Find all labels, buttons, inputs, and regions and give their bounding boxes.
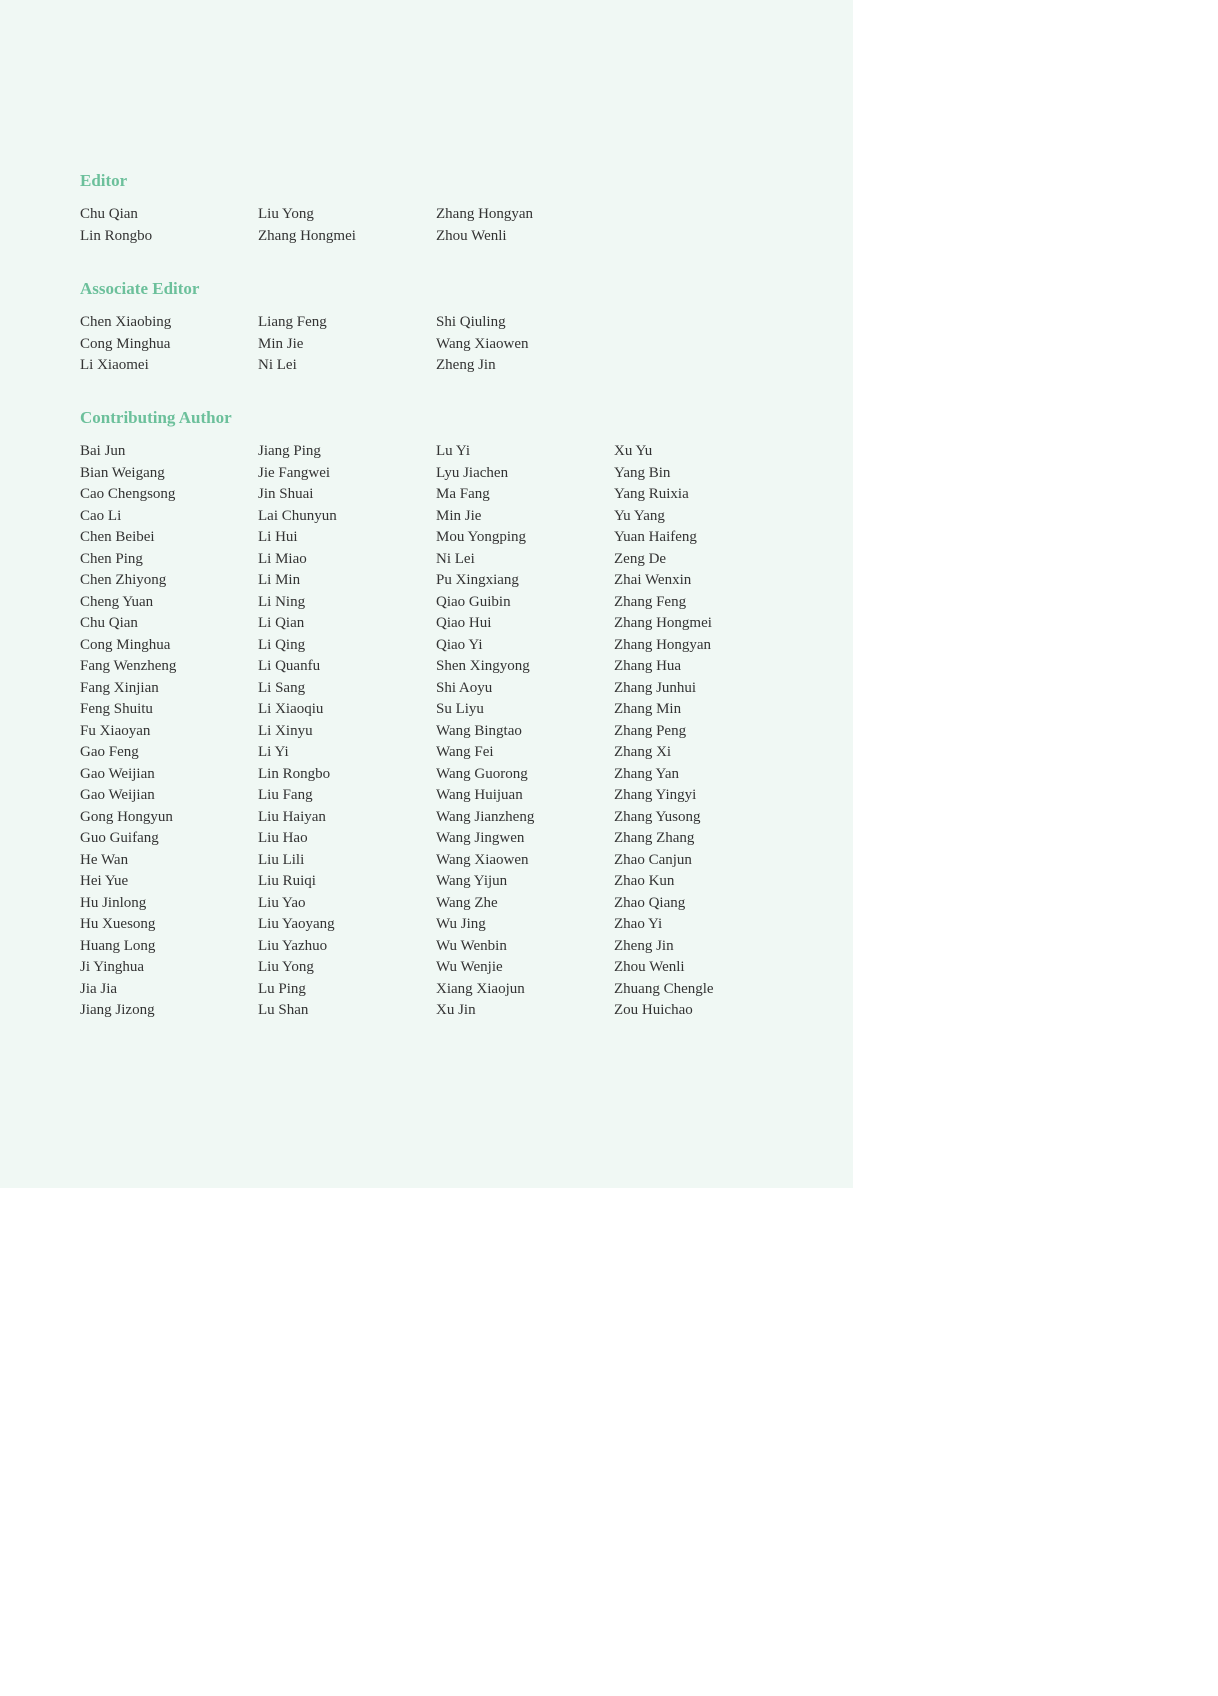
editor-section [80, 168, 792, 247]
person-name: Li Hui [258, 529, 298, 545]
person-name: Lu Ping [258, 980, 306, 997]
person-name: Zhang Junhui [614, 679, 697, 696]
person-name: Zhang Yan [614, 765, 680, 782]
person-name: Wang Xiaowen [436, 335, 529, 352]
person-name: Li Miao [258, 550, 307, 567]
person-name: Yuan Haifeng [614, 529, 697, 545]
person-name: Zhang Peng [614, 722, 687, 739]
person-name: Wang Huijuan [436, 787, 523, 803]
person-name: Jiang Jizong [80, 1002, 155, 1018]
person-name: Ji Yinghua [80, 959, 145, 975]
person-name: Zhang Zhang [614, 830, 695, 846]
person-name: Cong Minghua [80, 636, 171, 653]
person-name: Qiao Hui [436, 615, 492, 631]
person-name: Zhou Wenli [436, 227, 507, 244]
person-name: Cao Li [80, 507, 122, 524]
person-name: Gao Feng [80, 744, 139, 760]
person-name: Jiang Ping [258, 443, 321, 459]
person-name: Qiao Guibin [436, 593, 511, 610]
person-name: Liu Yong [258, 959, 314, 975]
person-name: Gao Weijian [80, 765, 155, 782]
person-name: Lu Shan [258, 1002, 309, 1018]
person-name: Bian Weigang [80, 464, 165, 481]
section-heading-associate-editor: Associate Editor [80, 279, 200, 298]
person-name: Liu Haiyan [258, 808, 326, 825]
person-name: Liu Yao [258, 894, 306, 911]
person-name: Lin Rongbo [80, 227, 153, 244]
person-name: Chu Qian [80, 206, 138, 222]
person-name: Li Sang [258, 679, 306, 696]
person-name: Chen Ping [80, 550, 143, 567]
person-name: Wang Jingwen [436, 830, 525, 846]
person-name: Li Min [258, 572, 301, 588]
person-name: Cao Chengsong [80, 486, 176, 502]
person-name: Feng Shuitu [80, 701, 153, 717]
person-name: Wang Zhe [436, 894, 498, 911]
person-name: Wu Wenjie [436, 959, 503, 975]
person-name: Wang Jianzheng [436, 808, 535, 825]
person-name: Wang Yijun [436, 873, 508, 889]
person-name: Jin Shuai [258, 486, 314, 502]
person-name: Ni Lei [436, 550, 475, 567]
person-name: Zhang Hongyan [614, 636, 712, 653]
person-name: Zeng De [614, 550, 667, 567]
person-name: Chen Xiaobing [80, 314, 172, 330]
person-name: Xiang Xiaojun [436, 980, 525, 997]
person-name: He Wan [80, 851, 129, 868]
person-name: Min Jie [436, 507, 482, 524]
person-name: Li Xiaomei [80, 357, 149, 373]
person-name: Wu Wenbin [436, 937, 507, 954]
person-name: Gao Weijian [80, 787, 155, 803]
person-name: Cheng Yuan [80, 593, 154, 610]
person-name: Li Qian [258, 615, 305, 631]
person-name: Li Ning [258, 593, 306, 610]
person-name: Wang Fei [436, 744, 494, 760]
person-name: Zhang Xi [614, 744, 672, 760]
person-name: Liu Hao [258, 830, 308, 846]
associate-editor-section [80, 276, 792, 377]
person-name: Lin Rongbo [258, 765, 331, 782]
contributing-author-section [80, 405, 792, 1022]
person-name: Chen Beibei [80, 529, 155, 545]
section-heading-editor: Editor [80, 171, 128, 190]
person-name: Jia Jia [80, 980, 118, 997]
person-name: Zhao Qiang [614, 894, 686, 911]
person-name: Zhao Canjun [614, 851, 692, 868]
person-name: Liu Fang [258, 787, 313, 803]
person-name: Zhuang Chengle [614, 980, 714, 997]
person-name: Chu Qian [80, 615, 138, 631]
person-name: Lai Chunyun [258, 507, 337, 524]
credits-page [0, 0, 853, 1188]
person-name: Xu Yu [614, 443, 653, 459]
person-name: Qiao Yi [436, 636, 483, 653]
person-name: Shen Xingyong [436, 658, 530, 674]
contributing-author-names [80, 441, 792, 1022]
person-name: Liu Lili [258, 851, 305, 868]
person-name: Mou Yongping [436, 529, 527, 545]
person-name: Zhao Yi [614, 916, 663, 932]
person-name: Li Xiaoqiu [258, 701, 324, 717]
person-name: Lyu Jiachen [436, 464, 509, 481]
person-name: Liu Yaoyang [258, 916, 335, 932]
person-name: Zhai Wenxin [614, 572, 692, 588]
person-name: Zhang Min [614, 701, 682, 717]
person-name: Li Qing [258, 636, 306, 653]
person-name: Min Jie [258, 335, 304, 352]
person-name: Wang Bingtao [436, 722, 522, 739]
person-name: Huang Long [80, 937, 156, 954]
person-name: Wang Guorong [436, 765, 528, 782]
person-name: Hu Xuesong [80, 916, 156, 932]
person-name: Zou Huichao [614, 1002, 693, 1018]
person-name: Liang Feng [258, 314, 327, 330]
person-name: Ni Lei [258, 357, 297, 373]
person-name: Zhang Hongmei [258, 227, 356, 244]
person-name: Zhang Hua [614, 658, 682, 674]
person-name: Hei Yue [80, 873, 129, 889]
person-name: Yang Bin [614, 464, 671, 481]
person-name: Zhang Hongyan [436, 206, 534, 222]
person-name: Zhang Yingyi [614, 787, 697, 803]
person-name: Yang Ruixia [614, 486, 689, 502]
person-name: Liu Yong [258, 206, 314, 222]
person-name: Wang Xiaowen [436, 851, 529, 868]
person-name: Xu Jin [436, 1002, 476, 1018]
person-name: Li Yi [258, 744, 289, 760]
person-name: Jie Fangwei [258, 464, 331, 481]
person-name: Chen Zhiyong [80, 572, 167, 588]
person-name: Fang Wenzheng [80, 658, 177, 674]
person-name: Fu Xiaoyan [80, 722, 151, 739]
person-name: Cong Minghua [80, 335, 171, 352]
person-name: Wu Jing [436, 916, 486, 932]
associate-editor-names [80, 312, 792, 377]
person-name: Hu Jinlong [80, 894, 147, 911]
person-name: Zhang Hongmei [614, 615, 712, 631]
person-name: Liu Yazhuo [258, 937, 328, 954]
person-name: Yu Yang [614, 507, 665, 524]
person-name: Li Xinyu [258, 722, 313, 739]
person-name: Ma Fang [436, 486, 490, 502]
person-name: Zhang Feng [614, 593, 687, 610]
section-heading-contributing-author: Contributing Author [80, 408, 232, 427]
person-name: Zheng Jin [436, 357, 496, 373]
person-name: Shi Qiuling [436, 314, 506, 330]
person-name: Lu Yi [436, 443, 471, 459]
person-name: Liu Ruiqi [258, 873, 316, 889]
person-name: Zhang Yusong [614, 808, 701, 825]
person-name: Gong Hongyun [80, 808, 173, 825]
person-name: Su Liyu [436, 701, 484, 717]
person-name: Zhao Kun [614, 873, 675, 889]
person-name: Guo Guifang [80, 830, 159, 846]
person-name: Li Quanfu [258, 658, 321, 674]
person-name: Zheng Jin [614, 937, 674, 954]
editor-names [80, 204, 792, 247]
person-name: Shi Aoyu [436, 679, 493, 696]
person-name: Pu Xingxiang [436, 572, 519, 588]
person-name: Zhou Wenli [614, 959, 685, 975]
person-name: Fang Xinjian [80, 679, 159, 696]
person-name: Bai Jun [80, 443, 126, 459]
